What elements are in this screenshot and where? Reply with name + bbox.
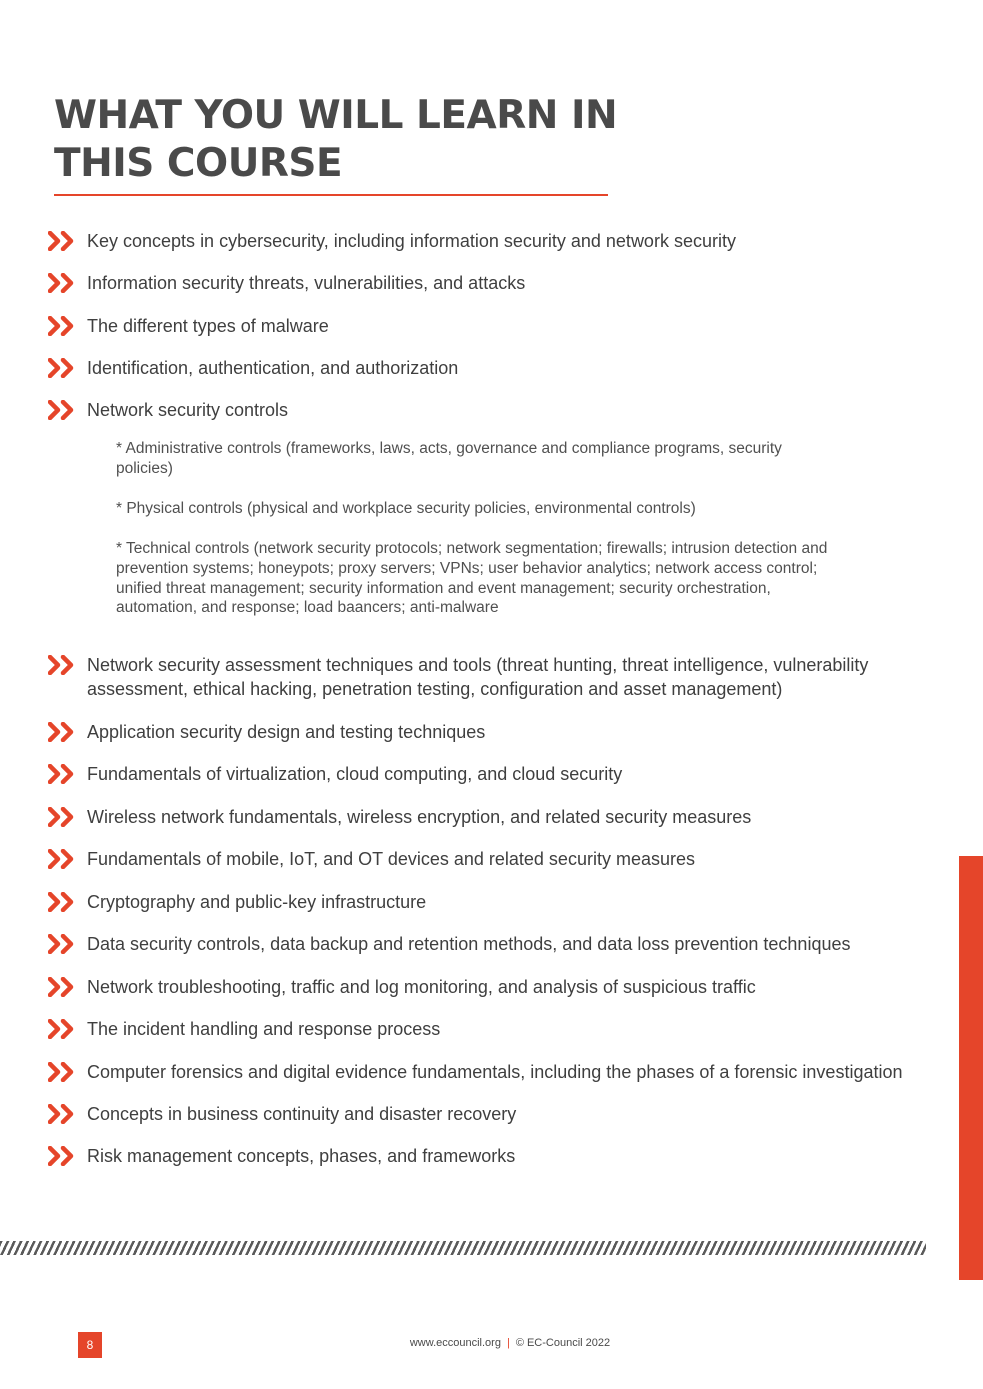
bullet-text: Wireless network fundamentals, wireless encryption, and related security measures [87,807,752,827]
double-chevron-right-icon [48,316,76,336]
bullet-text: Network security assessment techniques and tools (threat hunting, threat intelligence, vulnerability assessment, ethical hacking, penetration testing, configuration and asset management) [87,655,869,699]
bullet-text: Application security design and testing techniques [87,722,486,742]
bullet-item [48,890,426,914]
double-chevron-right-icon [48,849,76,869]
page-title-line-2: THIS COURSE [54,141,343,186]
double-chevron-right-icon [48,1104,76,1124]
bullet-text: Identification, authentication, and authorization [87,358,459,378]
page-number: 8 [78,1332,102,1358]
double-chevron-right-icon [48,1062,76,1082]
double-chevron-right-icon [48,400,76,420]
bullet-text: The incident handling and response process [87,1019,441,1039]
bullet-item [48,314,329,338]
page-title [54,92,617,188]
double-chevron-right-icon [48,1146,76,1166]
double-chevron-right-icon [48,934,76,954]
side-accent-bar [959,856,983,1280]
bullet-item [48,356,458,380]
double-chevron-right-icon [48,807,76,827]
bullet-text: Fundamentals of virtualization, cloud computing, and cloud security [87,764,623,784]
double-chevron-right-icon [48,655,76,675]
bullet-text: Information security threats, vulnerabilities, and attacks [87,273,526,293]
bullet-item [48,398,288,422]
bullet-text: Key concepts in cybersecurity, including information security and network security [87,231,736,251]
bullet-text: Fundamentals of mobile, IoT, and OT devices and related security measures [87,849,695,869]
hatched-divider [0,1241,926,1255]
footer-copyright: © EC-Council 2022 [515,1337,611,1349]
bullet-text: Data security controls, data backup and retention methods, and data loss prevention techniques [87,934,851,954]
double-chevron-right-icon [48,722,76,742]
bullet-item [48,847,695,871]
double-chevron-right-icon [48,358,76,378]
bullet-item [48,1144,515,1168]
bullet-text: Concepts in business continuity and disaster recovery [87,1104,517,1124]
double-chevron-right-icon [48,764,76,784]
bullet-item [48,1102,516,1126]
footer-separator: | [506,1337,510,1349]
sub-item-physical: * Physical controls (physical and workplace security policies, environmental controls) [116,500,696,517]
bullet-item [48,762,622,786]
double-chevron-right-icon [48,1019,76,1039]
double-chevron-right-icon [48,273,76,293]
bullet-item [48,720,485,744]
bullet-item [48,1060,902,1084]
bullet-item [48,271,525,295]
bullet-item [48,653,917,701]
bullet-text: Computer forensics and digital evidence fundamentals, including the phases of a forensic investigation [87,1062,903,1082]
double-chevron-right-icon [48,892,76,912]
page-title-line-1: WHAT YOU WILL LEARN IN [54,93,618,138]
sub-item-technical: * Technical controls (network security protocols; network segmentation; firewalls; intrusion detection and prevention systems; honeypots; proxy servers; VPNs; user behavior analytics; network access control; unified threat management; security information and event management; security orchestration, automation, and response; load baancers; anti-malware [116,540,828,617]
bullet-text: Network security controls [87,400,289,420]
bullet-text: Network troubleshooting, traffic and log monitoring, and analysis of suspicious traffic [87,977,756,997]
bullet-item [48,805,751,829]
bullet-item [48,229,736,253]
bullet-text: Cryptography and public-key infrastructure [87,892,427,912]
sub-item-administrative: * Administrative controls (frameworks, laws, acts, governance and compliance programs, security policies) [116,440,782,477]
bullet-item [48,975,756,999]
bullet-text: Risk management concepts, phases, and frameworks [87,1146,516,1166]
bullet-item [48,932,850,956]
bullet-item [48,1017,440,1041]
bullet-text: The different types of malware [87,316,329,336]
title-underline [54,194,608,196]
footer-website: www.eccouncil.org [409,1337,501,1349]
footer [0,1337,983,1349]
double-chevron-right-icon [48,231,76,251]
double-chevron-right-icon [48,977,76,997]
